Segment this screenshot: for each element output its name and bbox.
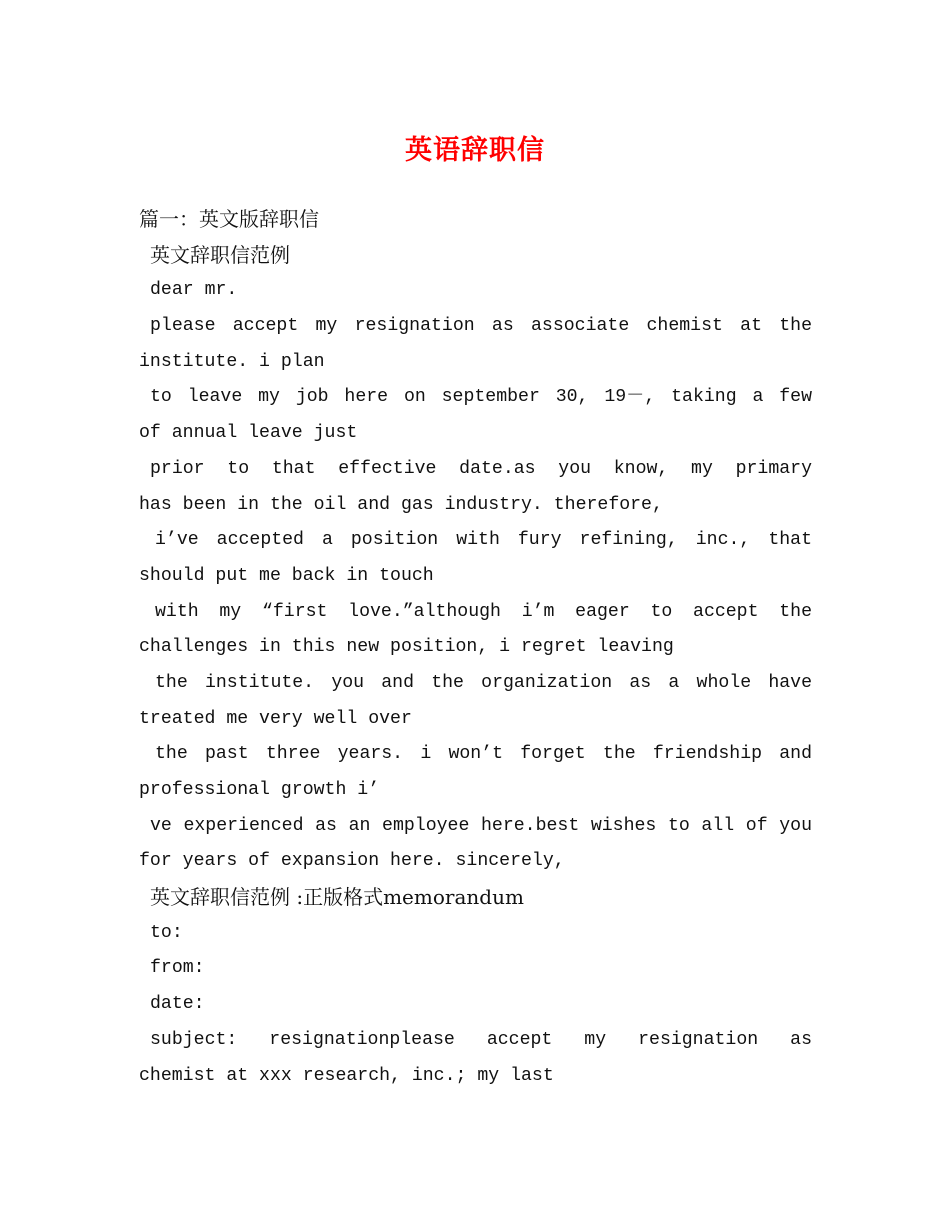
body-line: professional growth i’	[139, 780, 380, 800]
body-line: with my “first love.”although i’m eager to accept the	[155, 601, 812, 622]
subheading: 英文辞职信范例	[150, 242, 290, 267]
body-line: prior to that effective date.as you know, my primary	[150, 458, 812, 479]
document-title: 英语辞职信	[405, 135, 545, 166]
body-line: dear mr.	[150, 280, 238, 301]
body-line: for years of expansion here. sincerely,	[139, 851, 565, 872]
section-heading: 篇一：英文版辞职信	[139, 207, 319, 231]
memo-subject: subject: resignationplease accept my resignation as	[150, 1029, 812, 1050]
body-line: please accept my resignation as associate chemist at the	[150, 316, 812, 337]
document-body	[139, 202, 812, 1094]
body-line: i’ve accepted a position with fury refining, inc., that	[155, 530, 812, 551]
body-line: chemist at xxx research, inc.; my last	[139, 1065, 554, 1086]
body-line: of annual leave just	[139, 423, 358, 444]
body-line: has been in the oil and gas industry. therefore,	[139, 494, 663, 515]
body-line: ve experienced as an employee here.best wishes to all of you	[150, 815, 812, 836]
memo-date: date:	[150, 994, 205, 1015]
body-line: should put me back in touch	[139, 565, 434, 586]
body-line: institute. i plan	[139, 351, 325, 372]
body-line: challenges in this new position, i regret leaving	[139, 637, 674, 658]
memo-from: from:	[150, 958, 205, 979]
body-line: treated me very well over	[139, 708, 412, 729]
subheading: 英文辞职信范例 :正版格式memorandum	[150, 885, 524, 910]
body-line: the past three years. i won’t forget the friendship and	[155, 744, 812, 765]
body-line: the institute. you and the organization as a whole have	[155, 672, 812, 693]
memo-to: to:	[150, 922, 183, 943]
body-line: to leave my job here on september 30, 19－, taking a few	[150, 387, 812, 408]
